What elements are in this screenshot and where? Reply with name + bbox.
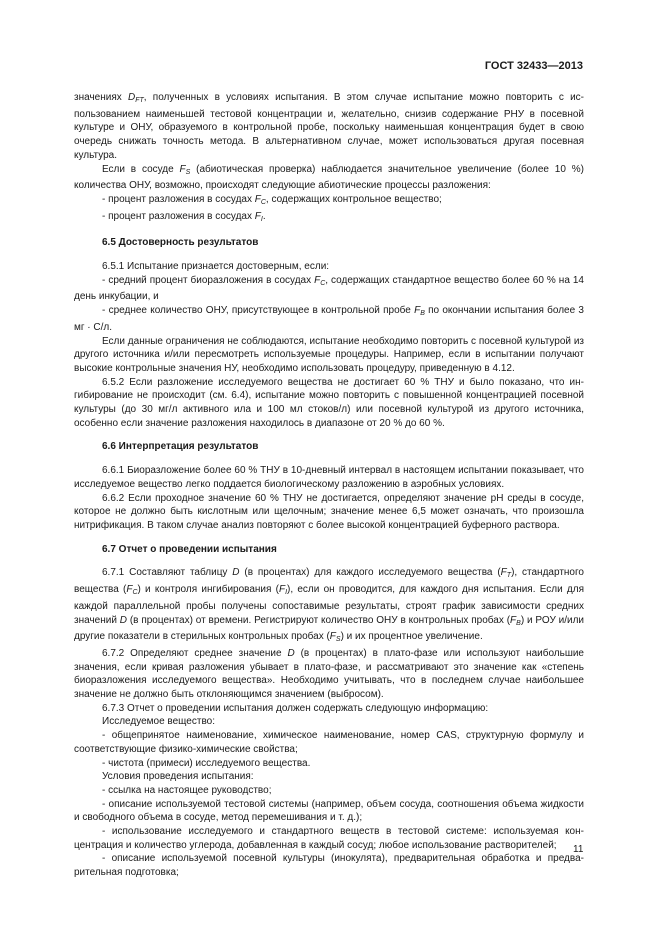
list-item: - описание используемой тестовой системы (например, объем сосуда, соотношения объема жидкости и свободного объема в сосуде, метод перемешивания и т. д.); — [74, 798, 584, 824]
abiotic-paragraph: Если в сосуде $F_S$ (абиотическая проверка) наблюдается значительное увеличение (более 10 %) количества ОНУ, возможно, происходят следующие абиотические процессы разложения: — [74, 163, 584, 192]
paragraph-6-7-1: 6.7.1 Составляют таблицу D (в процентах) для каждого исследуемого вещества $(F_T)$, стандартного вещества $(F_C)$ и контроля ингибирования $(F_I)$, если он проводится, для каждого дня испытания. Если для каждой параллельной пробы получены сопоставимые результаты, строят график зависимости средних значений D (в процентах) от времени. Регистрируют количество ОНУ в контрольных пробах $(F_B)$ и РОУ и/или другие показатели в стерильных контрольных пробах $(F_S)$ и их процентное увеличение. — [74, 567, 585, 644]
paragraph-6-6-1: 6.6.1 Биоразложение более 60 % ТНУ в 10-дневный интервал в настоящем испытании показывает, что исследуемое вещество легко поддается биологическому разложению в аэробных условиях. — [74, 465, 584, 490]
page-content — [74, 91, 584, 880]
list-item: - средний процент биоразложения в сосудах $F_C$, содержащих стандартное вещество более 60 % на 14 день инкубации, и — [74, 274, 584, 303]
paragraph-6-7-3: 6.7.3 Отчет о проведении испытания должен содержать следующую информацию: — [102, 702, 489, 714]
list-item: - использование исследуемого и стандартного веществ в тестовой системе: используемая концентрация и количество углерода, добавленная в каждый сосуд; любое использование растворителей; — [74, 826, 584, 851]
list-item: - процент разложения в сосудах $F_I$. — [102, 210, 266, 223]
paragraph-6-5-1-note: Если данные ограничения не соблюдаются, испытание необходимо повторить с посевной культурой из другого источника и/или пересмотреть используемые процедуры. Например, если в испытании получают высокие контрольные значения НУ, необходимо использовать процедуру, приведенную в 4.12. — [74, 335, 584, 374]
section-heading-6-5: 6.5 Достоверность результатов — [102, 237, 259, 249]
section-heading-6-6: 6.6 Интерпретация результатов — [102, 441, 259, 453]
list-item: - описание используемой посевной культуры (инокулята), предварительная обработка и предварительная подготовка; — [74, 853, 584, 879]
paragraph-6-7-2: 6.7.2 Определяют среднее значение D (в процентах) в плато-фазе или используют наибольшие значения, если кривая разложения убывает в плато-фазе, и рассматривают это значение как «степень биоразложения исследуемого вещества». Необходимо учитывать, что в последнем случае наибольшее значение не должно быть отклоняющимся значением (выбросом). — [74, 647, 584, 701]
list-item: - чистота (примеси) исследуемого вещества. — [102, 757, 311, 769]
list-heading-test-substance: Исследуемое вещество: — [102, 716, 215, 728]
paragraph-6-5-1: 6.5.1 Испытание признается достоверным, если: — [102, 261, 330, 273]
list-item: - ссылка на настоящее руководство; — [102, 784, 272, 796]
page-number: 11 — [573, 844, 584, 855]
list-heading-conditions: Условия проведения испытания: — [102, 771, 254, 783]
list-item: - процент разложения в сосудах $F_C$, содержащих контрольное вещество; — [102, 193, 442, 206]
paragraph-6-5-2: 6.5.2 Если разложение исследуемого вещества не достигает 60 % ТНУ и было показано, что ингибирование не происходит (см. 6.4), испытание можно повторить с повышенной концентрацией посевной культуры (до 30 мг/л активного ила и 100 мл стоков/л) или посевной культурой из другого источника, особенно если значение разложения находилось в диапазоне от 20 % до 60 %. — [74, 376, 584, 429]
list-item: - среднее количество ОНУ, присутствующее в контрольной пробе $F_B$ по окончании испытания более 3 мг · С/л. — [74, 305, 584, 333]
intro-paragraph: значениях $D_{FT}$, полученных в условиях испытания. В этом случае испытание можно повторить с использованием наименьшей тестовой концентрации и, желательно, снизив содержание РНУ в посевной культуре и ОНУ, образуемого в контрольной пробе, поскольку наименьшая концентрация будет в свою очередь снижать точность метода. В альтернативном случае, может использоваться другая посевная культура. — [74, 92, 584, 161]
list-item: - общепринятое наименование, химическое наименование, номер CAS, структурную формулу и соответствующие физико-химические свойства; — [74, 730, 584, 755]
paragraph-6-6-2: 6.6.2 Если проходное значение 60 % ТНУ не достигается, определяют значение pH среды в сосуде, которое не должно быть кислотным или щелочным; значение менее 6,5 может означать, что произошла нитрификация. В таком случае анализ повторяют с более высокой концентрацией буферного раствора. — [74, 492, 584, 531]
standard-header: ГОСТ 32433—2013 — [484, 60, 583, 72]
section-heading-6-7: 6.7 Отчет о проведении испытания — [102, 543, 277, 555]
